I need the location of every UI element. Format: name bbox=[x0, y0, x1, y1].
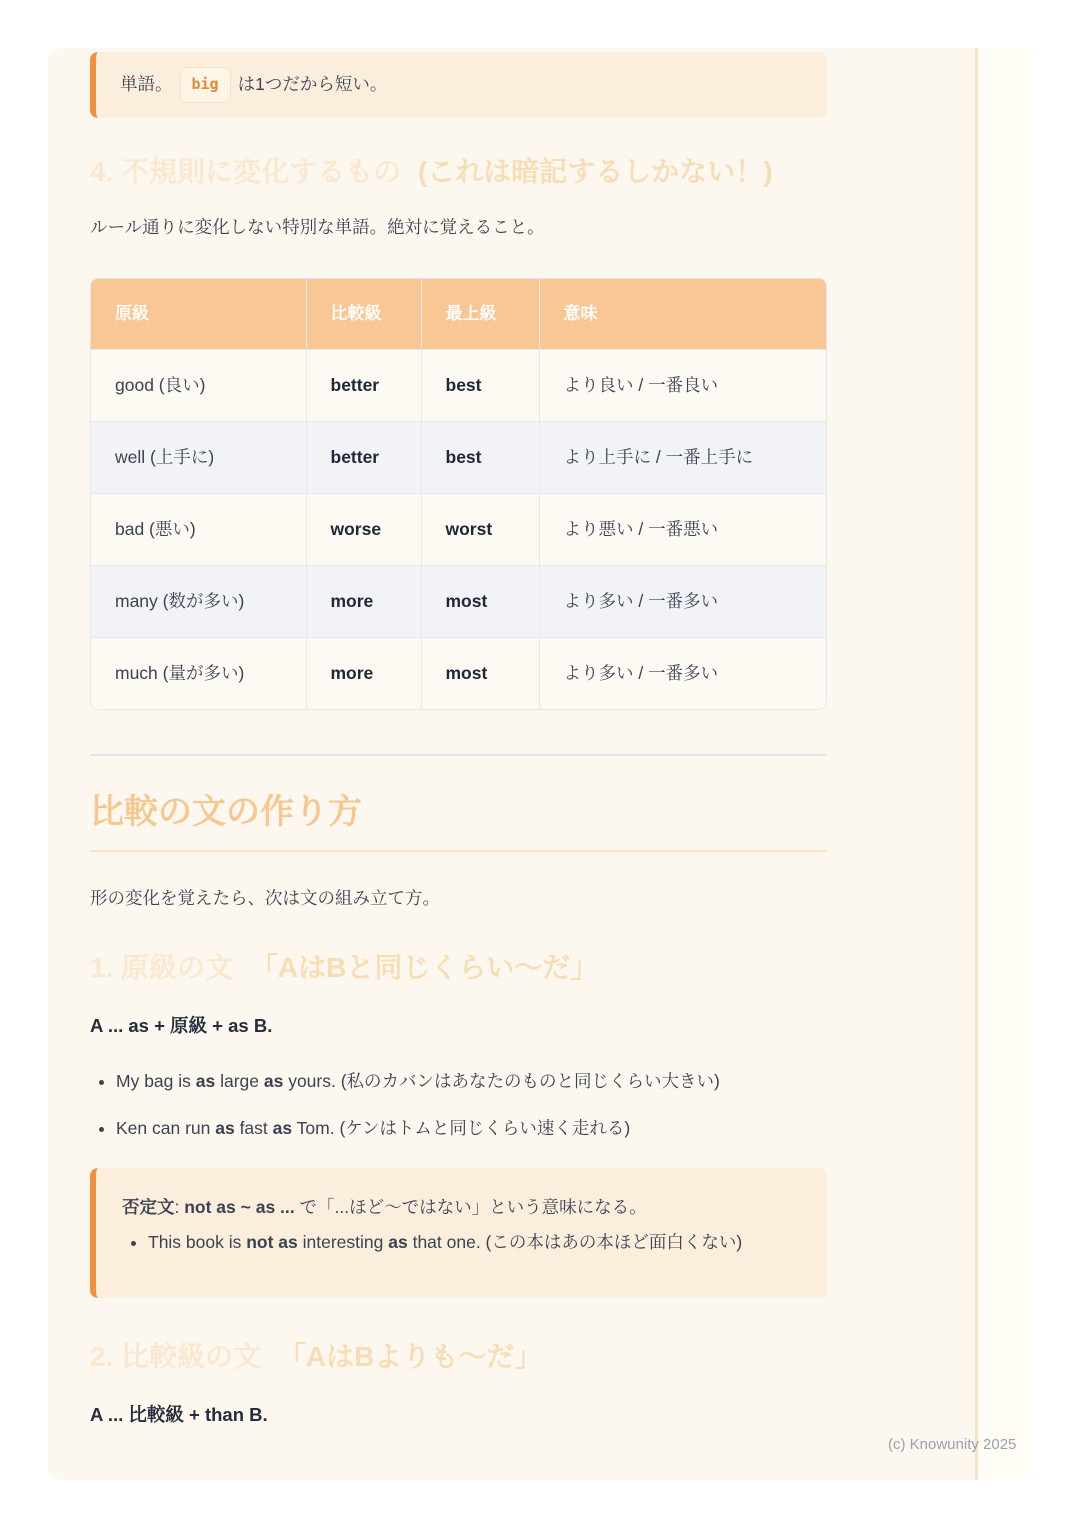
cell-meaning: より悪い / 一番悪い bbox=[539, 494, 826, 566]
cell-base: many (数が多い) bbox=[91, 566, 306, 638]
cell-meaning: より上手に / 一番上手に bbox=[539, 422, 826, 494]
column-header-base: 原級 bbox=[91, 279, 306, 350]
cell-comparative: more bbox=[306, 566, 421, 638]
heading-comparative-sub: 「AはBよりも〜だ」 bbox=[277, 1341, 543, 1372]
column-header-comparative: 比較級 bbox=[306, 279, 421, 350]
heading-positive-main: 1. 原級の文 bbox=[90, 952, 234, 983]
comparative-formula: A ... 比較級 + than B. bbox=[90, 1404, 268, 1425]
copyright-watermark: (c) Knowunity 2025 bbox=[888, 1436, 1017, 1453]
table-header-row bbox=[91, 279, 826, 350]
heading-sentence-building: 比較の文の作り方 bbox=[90, 789, 827, 852]
cell-meaning: より良い / 一番良い bbox=[539, 350, 826, 422]
column-header-superlative: 最上級 bbox=[421, 279, 539, 350]
cell-superlative: best bbox=[421, 422, 539, 494]
cell-superlative: best bbox=[421, 350, 539, 422]
cell-base: bad (悪い) bbox=[91, 494, 306, 566]
cell-base: well (上手に) bbox=[91, 422, 306, 494]
table-row bbox=[91, 566, 826, 638]
table-row bbox=[91, 494, 826, 566]
heading-comparative-sentence bbox=[90, 1337, 827, 1377]
cell-comparative: more bbox=[306, 638, 421, 710]
example-item: • This book is not as interesting as that one. (この本はあの本ほど面白くない) bbox=[148, 1227, 801, 1257]
heading-irregular-main: 4. 不規則に変化するもの bbox=[90, 156, 402, 187]
heading-irregular-forms bbox=[90, 152, 827, 192]
cell-comparative: worse bbox=[306, 494, 421, 566]
example-item: • My bag is as large as yours. (私のカバンはあなたのものと同じくらい大きい) bbox=[116, 1066, 827, 1096]
cell-base: good (良い) bbox=[91, 350, 306, 422]
table-row bbox=[91, 422, 826, 494]
cell-superlative: worst bbox=[421, 494, 539, 566]
cell-superlative: most bbox=[421, 638, 539, 710]
example-item: • Ken can run as fast as Tom. (ケンはトムと同じくらい速く走れる) bbox=[116, 1113, 827, 1143]
heading-positive-sentence bbox=[90, 948, 827, 988]
positive-example-list bbox=[90, 1066, 827, 1143]
heading-comparative-main: 2. 比較級の文 bbox=[90, 1341, 262, 1372]
cell-superlative: most bbox=[421, 566, 539, 638]
note-callout-text: 単語。 big は1つだから短い。 bbox=[120, 74, 387, 94]
cell-meaning: より多い / 一番多い bbox=[539, 638, 826, 710]
cell-meaning: より多い / 一番多い bbox=[539, 566, 826, 638]
negative-example-list bbox=[122, 1227, 801, 1257]
table-row bbox=[91, 350, 826, 422]
irregular-intro-paragraph: ルール通りに変化しない特別な単語。絶対に覚えること。 bbox=[90, 217, 545, 237]
table-row bbox=[91, 638, 826, 710]
section-divider bbox=[90, 754, 827, 756]
document-content bbox=[90, 48, 827, 1429]
irregular-forms-table bbox=[90, 278, 827, 710]
cell-comparative: better bbox=[306, 350, 421, 422]
sentence-building-intro: 形の変化を覚えたら、次は文の組み立て方。 bbox=[90, 888, 440, 908]
heading-positive-sub: 「AはBと同じくらい〜だ」 bbox=[249, 952, 599, 983]
page-edge-strip bbox=[978, 48, 1032, 1480]
page-edge-line bbox=[975, 48, 978, 1480]
heading-irregular-sub: (これは暗記するしかない！) bbox=[417, 156, 773, 187]
document-page bbox=[48, 48, 1032, 1480]
note-callout-continuation bbox=[90, 52, 827, 118]
cell-base: much (量が多い) bbox=[91, 638, 306, 710]
inline-code-chip: big bbox=[180, 67, 231, 103]
column-header-meaning: 意味 bbox=[539, 279, 826, 350]
negative-callout-intro: 否定文: not as ~ as ... で「...ほど〜ではない」という意味になる。 bbox=[122, 1197, 647, 1217]
cell-comparative: better bbox=[306, 422, 421, 494]
positive-formula: A ... as + 原級 + as B. bbox=[90, 1015, 273, 1036]
negative-form-callout bbox=[90, 1168, 827, 1298]
